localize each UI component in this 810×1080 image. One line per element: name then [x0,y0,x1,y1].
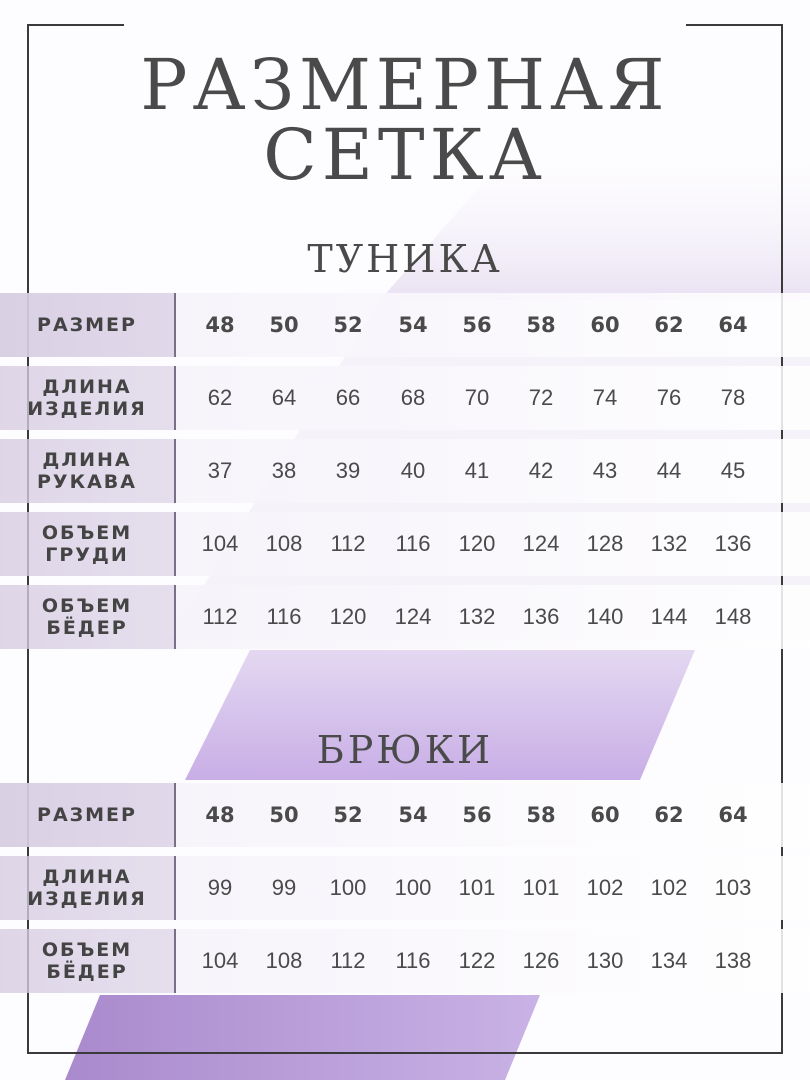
value-cell: 122 [458,948,496,973]
value-cell: 124 [522,531,560,556]
value-cell: 126 [522,948,560,973]
value-cell: 100 [394,875,432,900]
size-cell: 48 [205,313,235,337]
row-separator [174,439,176,503]
value-cell: 102 [650,875,688,900]
size-cell: 60 [590,313,620,337]
value-cell: 104 [201,948,239,973]
frame-top-left [27,24,124,26]
value-cell: 124 [394,604,432,629]
value-cell: 44 [656,458,682,483]
row-separator [174,585,176,649]
tunic-row [0,366,810,430]
value-cell: 70 [464,385,490,410]
row-label: ОБЪЕМ БЁДЕР [41,595,133,639]
row-separator [174,366,176,430]
value-cell: 78 [720,385,746,410]
value-cell: 101 [522,875,560,900]
value-cell: 148 [714,604,752,629]
row-label: ОБЪЕМ БЁДЕР [41,939,133,983]
value-cell: 100 [329,875,367,900]
value-cell: 74 [592,385,618,410]
value-cell: 99 [271,875,297,900]
row-separator [174,512,176,576]
value-cell: 72 [528,385,554,410]
size-cell: 64 [718,313,748,337]
size-cell: 56 [462,313,492,337]
row-label: ДЛИНА РУКАВА [37,449,137,493]
size-cell: 58 [526,313,556,337]
value-cell: 64 [271,385,297,410]
value-cell: 108 [265,531,303,556]
value-cell: 62 [207,385,233,410]
row-label: РАЗМЕР [37,314,137,336]
value-cell: 112 [330,948,366,973]
value-cell: 45 [720,458,746,483]
value-cell: 38 [271,458,297,483]
tunic-row [0,585,810,649]
value-cell: 140 [586,604,624,629]
size-cell: 62 [654,313,684,337]
size-cell: 48 [205,803,235,827]
value-cell: 112 [330,531,366,556]
row-label: ДЛИНА ИЗДЕЛИЯ [27,376,147,420]
tunic-row [0,439,810,503]
page-title-line1: РАЗМЕРНАЯ [140,44,670,126]
size-cell: 52 [333,313,363,337]
value-cell: 99 [207,875,233,900]
value-cell: 40 [400,458,426,483]
row-label: РАЗМЕР [37,804,137,826]
value-cell: 41 [464,458,490,483]
value-cell: 43 [592,458,618,483]
value-cell: 134 [650,948,688,973]
value-cell: 66 [335,385,361,410]
size-cell: 54 [398,313,428,337]
pants-row [0,783,810,847]
row-label: ОБЪЕМ ГРУДИ [41,522,133,566]
value-cell: 101 [458,875,496,900]
value-cell: 116 [266,604,302,629]
value-cell: 39 [335,458,361,483]
size-cell: 56 [462,803,492,827]
value-cell: 103 [714,875,752,900]
pants-row [0,929,810,993]
value-cell: 132 [458,604,496,629]
size-cell: 58 [526,803,556,827]
frame-top-right [686,24,783,26]
value-cell: 136 [522,604,560,629]
row-separator [174,783,176,847]
size-cell: 64 [718,803,748,827]
value-cell: 104 [201,531,239,556]
value-cell: 102 [586,875,624,900]
value-cell: 132 [650,531,688,556]
size-cell: 52 [333,803,363,827]
row-separator [174,929,176,993]
value-cell: 130 [586,948,624,973]
tunic-row [0,512,810,576]
value-cell: 128 [586,531,624,556]
pants-heading: БРЮКИ [316,728,494,772]
pants-row [0,856,810,920]
value-cell: 112 [202,604,238,629]
size-cell: 60 [590,803,620,827]
value-cell: 120 [458,531,496,556]
value-cell: 144 [650,604,688,629]
value-cell: 68 [400,385,426,410]
value-cell: 136 [714,531,752,556]
tunic-heading: ТУНИКА [307,237,503,281]
size-cell: 54 [398,803,428,827]
row-separator [174,856,176,920]
value-cell: 76 [656,385,682,410]
value-cell: 138 [714,948,752,973]
size-cell: 50 [269,313,299,337]
size-cell: 62 [654,803,684,827]
page-title-line2: СЕТКА [263,114,547,196]
size-cell: 50 [269,803,299,827]
value-cell: 37 [207,458,233,483]
value-cell: 42 [528,458,554,483]
value-cell: 116 [395,948,431,973]
row-separator [174,293,176,357]
value-cell: 108 [265,948,303,973]
tunic-row [0,293,810,357]
row-label: ДЛИНА ИЗДЕЛИЯ [27,866,147,910]
value-cell: 120 [329,604,367,629]
value-cell: 116 [395,531,431,556]
frame-bottom [27,1052,783,1054]
